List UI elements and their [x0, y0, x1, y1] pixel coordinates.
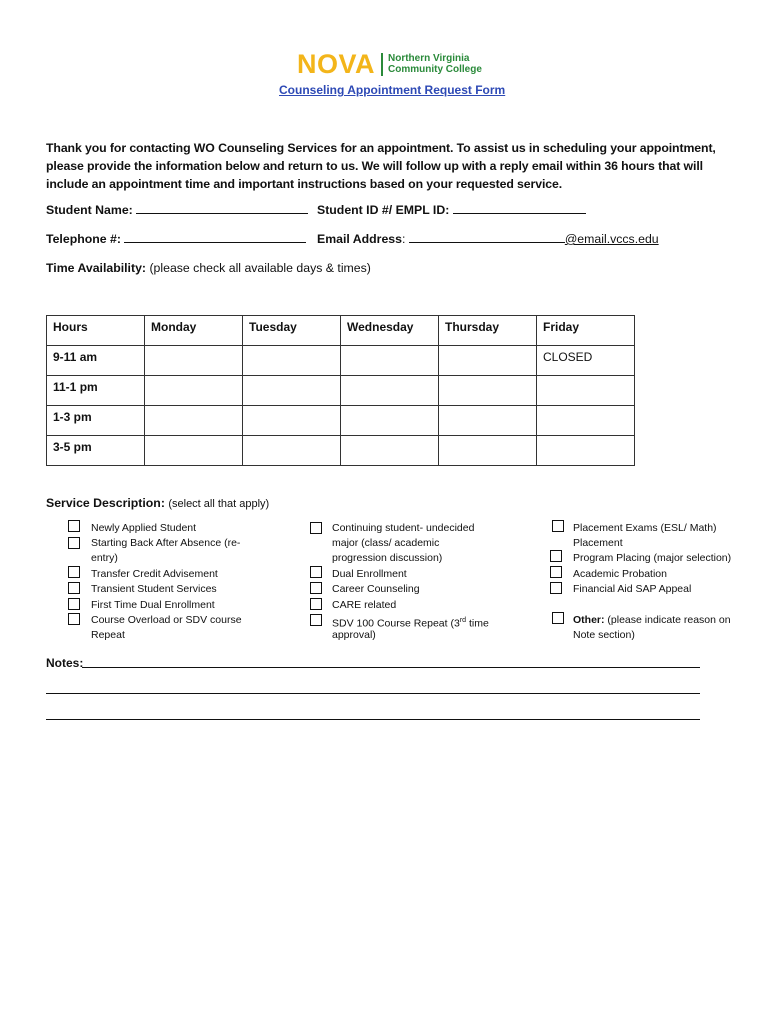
email-colon: : — [401, 232, 406, 246]
slot-cell[interactable] — [439, 436, 537, 466]
checkbox-sdv100-repeat[interactable] — [310, 614, 322, 626]
option-transient-student: Transient Student Services — [91, 583, 217, 595]
slot-cell[interactable] — [439, 346, 537, 376]
telephone-blank[interactable] — [124, 231, 306, 243]
option-academic-probation: Academic Probation — [573, 568, 667, 580]
checkbox-career-counseling[interactable] — [310, 582, 322, 594]
option-first-time-dual: First Time Dual Enrollment — [91, 599, 215, 611]
checkbox-transient-student[interactable] — [68, 582, 80, 594]
email-field — [317, 231, 659, 247]
hours-cell: 9-11 am — [47, 346, 145, 376]
slot-cell[interactable] — [145, 436, 243, 466]
slot-cell[interactable] — [439, 406, 537, 436]
checkbox-placement-exams[interactable] — [552, 520, 564, 532]
table-row — [47, 346, 635, 376]
table-row — [47, 406, 635, 436]
email-label: Email Address — [317, 232, 402, 246]
hours-cell: 11-1 pm — [47, 376, 145, 406]
slot-cell[interactable] — [439, 376, 537, 406]
option-care-related: CARE related — [332, 599, 397, 611]
checkbox-program-placing[interactable] — [550, 550, 562, 562]
student-id-label: Student ID #/ EMPL ID: — [317, 203, 450, 217]
option-sdv100-time: time — [466, 617, 489, 630]
checkbox-transfer-credit[interactable] — [68, 566, 80, 578]
checkbox-first-time-dual[interactable] — [68, 598, 80, 610]
header-thursday: Thursday — [439, 316, 537, 346]
header-hours: Hours — [47, 316, 145, 346]
student-name-field — [46, 202, 308, 218]
table-row — [47, 376, 635, 406]
email-domain: @email.vccs.edu — [564, 232, 659, 246]
option-other-label: Other: — [573, 614, 605, 626]
checkbox-dual-enrollment[interactable] — [310, 566, 322, 578]
college-name-line1: Northern Virginia — [388, 53, 470, 64]
notes-label: Notes: — [46, 656, 84, 670]
checkbox-care-related[interactable] — [310, 598, 322, 610]
time-availability-note: (please check all available days & times) — [149, 261, 371, 275]
option-sdv100-text: SDV 100 Course Repeat (3 — [332, 617, 460, 630]
option-transfer-credit: Transfer Credit Advisement — [91, 568, 218, 580]
slot-cell[interactable] — [341, 436, 439, 466]
service-description-label: Service Description: — [46, 496, 165, 510]
header-friday: Friday — [537, 316, 635, 346]
slot-cell[interactable] — [145, 376, 243, 406]
slot-cell[interactable] — [341, 346, 439, 376]
availability-table — [46, 315, 635, 466]
option-starting-back-cont: entry) — [91, 552, 118, 564]
form-title: Counseling Appointment Request Form — [279, 83, 506, 97]
slot-cell[interactable] — [243, 376, 341, 406]
time-availability — [46, 260, 371, 276]
table-row — [47, 436, 635, 466]
notes-line-1[interactable] — [82, 667, 700, 668]
checkbox-other[interactable] — [552, 612, 564, 624]
option-other — [573, 613, 731, 628]
college-name-line2: Community College — [388, 64, 482, 75]
service-description-note: (select all that apply) — [168, 498, 270, 510]
slot-cell[interactable] — [537, 436, 635, 466]
time-availability-label: Time Availability: — [46, 261, 147, 275]
logo-divider — [381, 53, 383, 76]
slot-cell[interactable] — [537, 376, 635, 406]
hours-cell: 3-5 pm — [47, 436, 145, 466]
header-wednesday: Wednesday — [341, 316, 439, 346]
slot-cell[interactable] — [537, 406, 635, 436]
option-continuing-student: Continuing student- undecided — [332, 522, 475, 534]
option-course-overload: Course Overload or SDV course — [91, 614, 242, 626]
checkbox-starting-back[interactable] — [68, 537, 80, 549]
intro-paragraph: Thank you for contacting WO Counseling Services for an appointment. To assist us in scheduling your appointment, please provide the information below and return to us. We will follow up with a reply email within 36 hours that will include an appointment time and important instructions based on your requested service. — [46, 141, 716, 191]
college-logo-wordmark: NOVA — [297, 49, 376, 79]
student-id-blank[interactable] — [453, 202, 586, 214]
service-description — [46, 495, 269, 512]
checkbox-academic-probation[interactable] — [550, 566, 562, 578]
notes-label-wrap — [46, 656, 83, 670]
slot-cell[interactable] — [145, 406, 243, 436]
telephone-field — [46, 231, 306, 247]
table-header-row — [47, 316, 635, 346]
option-newly-applied: Newly Applied Student — [91, 522, 197, 534]
option-starting-back: Starting Back After Absence (re- — [91, 537, 241, 549]
checkbox-newly-applied[interactable] — [68, 520, 80, 532]
student-name-label: Student Name: — [46, 203, 133, 217]
option-other-note-cont: Note section) — [573, 629, 635, 641]
option-dual-enrollment: Dual Enrollment — [332, 568, 407, 580]
telephone-label: Telephone #: — [46, 232, 121, 246]
notes-line-3[interactable] — [46, 719, 700, 720]
student-name-blank[interactable] — [136, 202, 308, 214]
slot-cell[interactable] — [341, 406, 439, 436]
slot-cell[interactable] — [243, 346, 341, 376]
option-sdv100-repeat-cont: approval) — [332, 629, 376, 641]
option-continuing-student-cont2: progression discussion) — [332, 552, 443, 564]
student-id-field — [317, 202, 586, 218]
slot-cell[interactable] — [243, 406, 341, 436]
checkbox-financial-aid-appeal[interactable] — [550, 582, 562, 594]
notes-line-2[interactable] — [46, 693, 700, 694]
hours-cell: 1-3 pm — [47, 406, 145, 436]
option-financial-aid-appeal: Financial Aid SAP Appeal — [573, 583, 692, 595]
option-placement-exams-cont: Placement — [573, 537, 623, 549]
option-course-overload-cont: Repeat — [91, 629, 125, 641]
slot-cell[interactable] — [341, 376, 439, 406]
option-other-note: (please indicate reason on — [604, 614, 731, 626]
slot-cell[interactable] — [243, 436, 341, 466]
slot-cell-closed: CLOSED — [537, 346, 635, 376]
option-continuing-student-cont: major (class/ academic — [332, 537, 440, 549]
slot-cell[interactable] — [145, 346, 243, 376]
header-monday: Monday — [145, 316, 243, 346]
option-sdv100-ordinal: rd — [459, 617, 467, 624]
header-tuesday: Tuesday — [243, 316, 341, 346]
email-blank[interactable] — [409, 231, 565, 243]
checkbox-continuing-student[interactable] — [310, 522, 322, 534]
option-placement-exams: Placement Exams (ESL/ Math) — [573, 522, 717, 534]
option-program-placing: Program Placing (major selection) — [573, 552, 732, 564]
option-career-counseling: Career Counseling — [332, 583, 420, 595]
checkbox-course-overload[interactable] — [68, 613, 80, 625]
